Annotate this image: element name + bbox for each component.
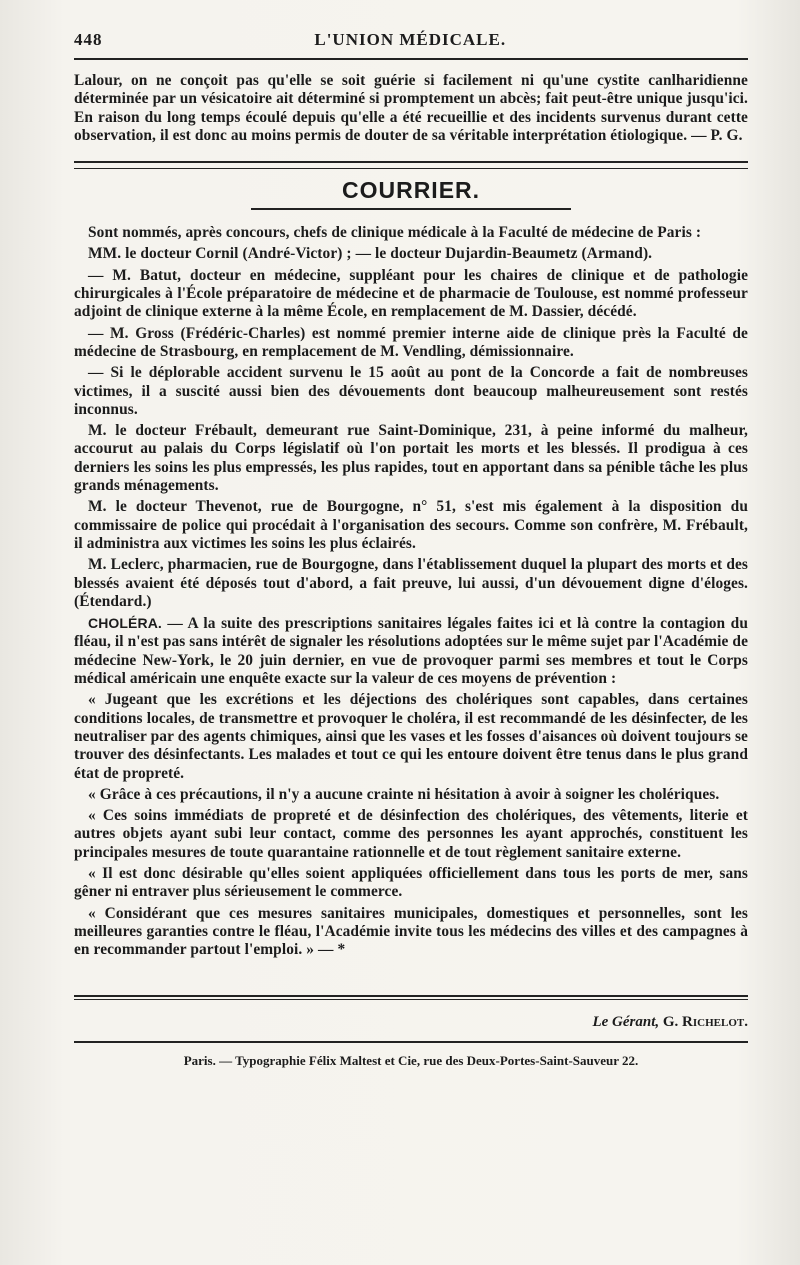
paragraph-thevenot: M. le docteur Thevenot, rue de Bourgogne, n° 51, s'est mis également à la disposition du commissaire de police qui procédait à l'organisation des secours. Comme son confrère, M. Frébault, il administra aux victimes les soins les plus éclairés. (74, 498, 748, 552)
printer-imprint: Paris. — Typographie Félix Maltest et Cie, rue des Deux-Portes-Saint-Sauveur 22. (183, 1053, 639, 1069)
footer-rule (74, 995, 748, 997)
cholera-label: CHOLÉRA. (88, 615, 162, 632)
paragraph-leclerc: M. Leclerc, pharmacien, rue de Bourgogne, dans l'établissement duquel la plupart des morts et des blessés avaient été déposés tout d'abord, a fait preuve, lui aussi, d'un dévouement digne d'éloges. (Étendard.) (74, 556, 748, 610)
quote-excretions: « Jugeant que les excrétions et les déjections des cholériques sont capables, dans certaines conditions locales, de transmettre et provoquer le choléra, il est recommandé de les désinfecter, de les neutraliser par des agents chimiques, ainsi que les vases et les fosses d'aisances où doivent toujours se trouver des désinfectants. Les malades et tout ce qui les entoure doivent être tenus dans le plus grand état de propreté. (74, 691, 748, 782)
title-underline (251, 208, 571, 210)
section-title: COURRIER. (341, 177, 481, 204)
paragraph-accident: — Si le déplorable accident survenu le 15 août au pont de la Concorde a fait de nombreuses victimes, il a suscité aussi bien des dévouements dont beaucoup malheureusement sont restés inconnus. (74, 364, 748, 418)
gerant-signature (74, 1014, 748, 1031)
journal-title: L'UNION MÉDICALE. (314, 30, 507, 49)
running-head (74, 30, 748, 60)
cholera-text: — A la suite des prescriptions sanitaires légales faites ici et là contre la contagion du fléau, il n'est pas sans intérêt de signaler les résolutions adoptées sur le même sujet par l'Académie de médecine New-York, le 20 juin dernier, en vue de provoquer parmi ses membres et tout le Corps médical américain une enquête exacte sur la valeur de ces moyens de prévention : (74, 615, 748, 688)
imprint-rule (74, 1041, 748, 1043)
gerant-label: Le Gérant, (592, 1014, 660, 1031)
paragraph-batut: — M. Batut, docteur en médecine, suppléant pour les chaires de clinique et de pathologie chirurgicales à l'École préparatoire de médecine et de pharmacie de Toulouse, est nommé professeur adjoint de clinique externe à la même École, en remplacement de M. Dassier, décédé. (74, 266, 748, 321)
paragraph-gross: — M. Gross (Frédéric-Charles) est nommé premier interne aide de clinique près la Faculté de médecine de Strasbourg, en remplacement de M. Vendling, démissionnaire. (74, 324, 748, 360)
courrier-body (74, 224, 748, 959)
footer-rule-thin (74, 999, 748, 1000)
intro-paragraph: Lalour, on ne conçoit pas qu'elle se soit guérie si facilement ni qu'une cystite canlharidienne déterminée par un vésicatoire ait déterminé si promptement un abcès; fait peut-être unique jusqu'ici. En raison du long temps écoulé depuis qu'elle a été recueillie et des incidents survenus durant cette observation, il est donc au moins permis de douter de sa véritable interprétation étiologique. — P. G. (74, 72, 748, 144)
paragraph-cholera (74, 614, 748, 688)
page-number: 448 (74, 30, 103, 49)
quote-soins: « Ces soins immédiats de propreté et de désinfection des cholériques, des vêtements, literie et autres objets ayant subi leur contact, comme des personnes les ayant approchés, constituent les principales mesures de toute quarantaine rationnelle et de tout règlement sanitaire externe. (74, 807, 748, 861)
paragraph-frebault: M. le docteur Frébault, demeurant rue Saint-Dominique, 231, à peine informé du malheur, accourut au palais du Corps législatif où l'on portait les morts et les blessés. Il prodigua à ces derniers les soins les plus empressés, les plus rapides, tout en apportant dans sa pénible tâche les plus grands ménagements. (74, 422, 748, 495)
section-separator (74, 161, 748, 169)
quote-ports: « Il est donc désirable qu'elles soient appliquées officiellement dans tous les ports de mer, sans gêner ni entraver plus sérieusement le commerce. (74, 864, 748, 901)
quote-considerant: « Considérant que ces mesures sanitaires municipales, domestiques et personnelles, sont les meilleures garanties contre le fléau, l'Académie invite tous les médecins des villes et des campagnes à en recommander partout l'emploi. » — * (74, 904, 748, 959)
gerant-name: G. Richelot. (662, 1014, 748, 1031)
quote-precautions: « Grâce à ces précautions, il n'y a aucune crainte ni hésitation à avoir à soigner les cholériques. (88, 785, 720, 803)
paragraph-appointments: Sont nommés, après concours, chefs de clinique médicale à la Faculté de médecine de Paris : (88, 224, 702, 242)
paragraph-names: MM. le docteur Cornil (André-Victor) ; — le docteur Dujardin-Beaumetz (Armand). (88, 245, 653, 263)
